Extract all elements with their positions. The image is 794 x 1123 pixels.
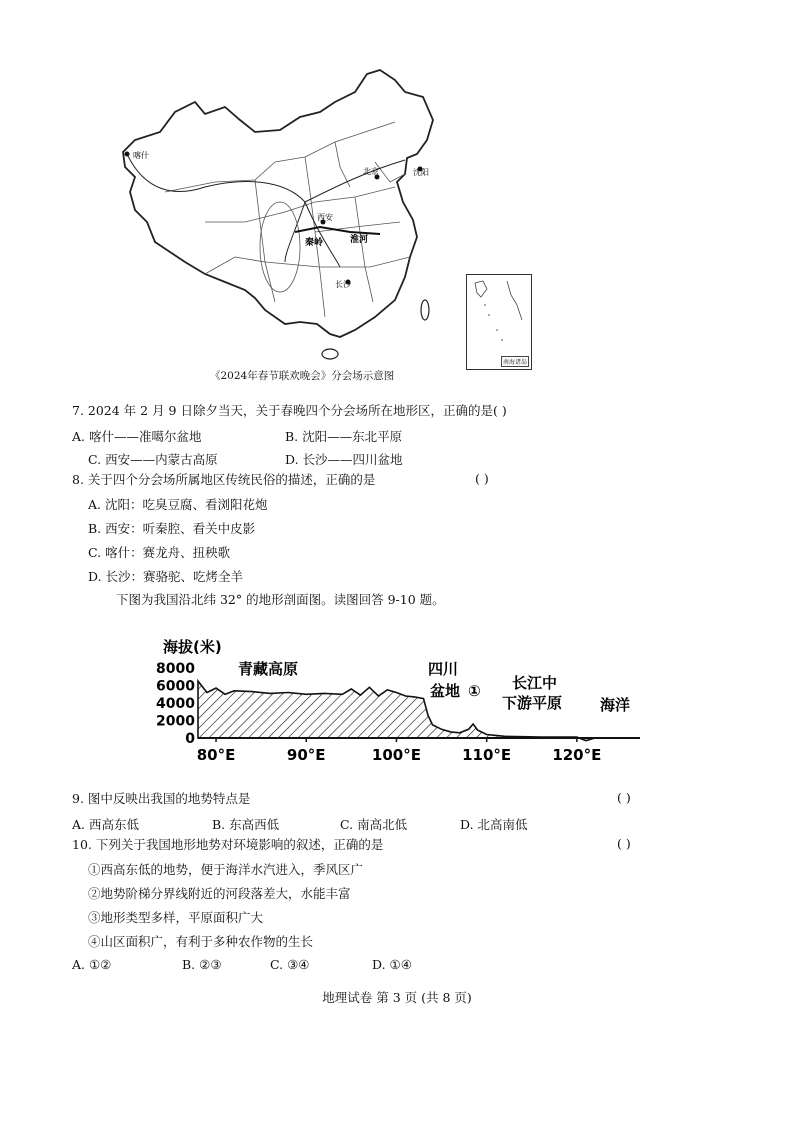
- map-label-changsha: 长沙: [335, 280, 351, 289]
- q9-option-a[interactable]: A. 西高东低: [72, 817, 139, 832]
- map-label-beijing: 北京: [363, 167, 379, 176]
- q7-option-c[interactable]: C. 西安——内蒙古高原: [88, 452, 218, 467]
- y-tick-label: 2000: [156, 713, 195, 730]
- q10-option-b[interactable]: B. ②③: [182, 957, 222, 972]
- q8-option-d[interactable]: D. 长沙：赛骆驼、吃烤全羊: [88, 569, 244, 584]
- q8-answer-paren[interactable]: ( ): [475, 471, 489, 486]
- q8-option-a[interactable]: A. 沈阳：吃臭豆腐、看浏阳花炮: [88, 497, 268, 512]
- q8-stem: 8. 关于四个分会场所属地区传统民俗的描述，正确的是: [72, 472, 376, 487]
- label-basin: 盆地: [430, 682, 461, 700]
- y-axis-label: 海拔(米): [163, 638, 222, 656]
- q10-item-2: ②地势阶梯分界线附近的河段落差大，水能丰富: [88, 886, 351, 901]
- x-tick-label: 80°E: [196, 746, 236, 764]
- y-tick-label: 8000: [156, 661, 195, 677]
- x-tick-label: 90°E: [286, 746, 326, 764]
- south-china-sea-inset: [466, 274, 532, 370]
- q7-option-b[interactable]: B. 沈阳——东北平原: [285, 429, 403, 444]
- taiwan-island: [421, 300, 429, 320]
- q9-option-b[interactable]: B. 东高西低: [212, 817, 280, 832]
- label-yangtze-2: 下游平原: [502, 694, 563, 712]
- label-qingzang-plateau: 青藏高原: [238, 660, 299, 678]
- label-ocean: 海洋: [600, 696, 631, 714]
- profile-intro: 下图为我国沿北纬 32° 的地形剖面图。读图回答 9-10 题。: [116, 592, 445, 607]
- q9-answer-paren[interactable]: ( ): [617, 790, 631, 805]
- q10-item-3: ③地形类型多样，平原面积广大: [88, 910, 264, 925]
- page-footer: 地理试卷 第 3 页 (共 8 页): [322, 990, 472, 1005]
- map-label-shenyang: 沈阳: [413, 168, 429, 177]
- map-label-qinling: 秦岭: [305, 238, 324, 248]
- terrain-profile-chart: [150, 628, 650, 768]
- label-sichuan: 四川: [428, 660, 459, 678]
- q9-option-d[interactable]: D. 北高南低: [460, 817, 528, 832]
- map-label-kashgar: 喀什: [133, 151, 149, 160]
- terrain-area: [198, 681, 640, 741]
- label-yangtze-1: 长江中: [512, 674, 558, 692]
- q10-item-4: ④山区面积广，有利于多种农作物的生长: [88, 934, 314, 949]
- map-label-huaihe: 淮河: [350, 235, 369, 245]
- inset-label: 南海诸岛: [501, 356, 529, 367]
- q10-option-c[interactable]: C. ③④: [270, 957, 310, 972]
- x-tick-label: 120°E: [552, 746, 602, 764]
- q10-option-a[interactable]: A. ①②: [72, 957, 112, 972]
- q9-stem: 9. 图中反映出我国的地势特点是: [72, 791, 251, 806]
- q8-option-c[interactable]: C. 喀什：赛龙舟、扭秧歌: [88, 545, 231, 560]
- y-tick-label: 6000: [156, 678, 195, 695]
- q10-item-1: ①西高东低的地势，便于海洋水汽进入，季风区广: [88, 862, 364, 877]
- q8-option-b[interactable]: B. 西安：听秦腔、看关中皮影: [88, 521, 256, 536]
- x-tick-label: 110°E: [462, 746, 512, 764]
- y-tick-label: 0: [185, 731, 195, 747]
- q10-stem: 10. 下列关于我国地形地势对环境影响的叙述，正确的是: [72, 837, 384, 852]
- terrain-profile-svg: [150, 628, 650, 768]
- q7-stem: 7. 2024 年 2 月 9 日除夕当天，关于春晚四个分会场所在地形区，正确的是( ): [72, 403, 507, 418]
- q10-answer-paren[interactable]: ( ): [617, 836, 631, 851]
- hainan-island: [322, 349, 338, 359]
- map-caption: 《2024年春节联欢晚会》分会场示意图: [210, 370, 395, 382]
- label-marker-1: ①: [468, 682, 481, 700]
- inset-map: [467, 275, 531, 369]
- q7-option-a[interactable]: A. 喀什——准噶尔盆地: [72, 429, 202, 444]
- q9-option-c[interactable]: C. 南高北低: [340, 817, 408, 832]
- q7-option-d[interactable]: D. 长沙——四川盆地: [285, 452, 403, 467]
- x-tick-label: 100°E: [371, 746, 421, 764]
- y-tick-label: 4000: [156, 696, 195, 712]
- kashgar-dot: [125, 152, 130, 157]
- q10-option-d[interactable]: D. ①④: [372, 957, 412, 972]
- map-label-xian: 西安: [317, 213, 333, 222]
- china-border: [123, 70, 433, 337]
